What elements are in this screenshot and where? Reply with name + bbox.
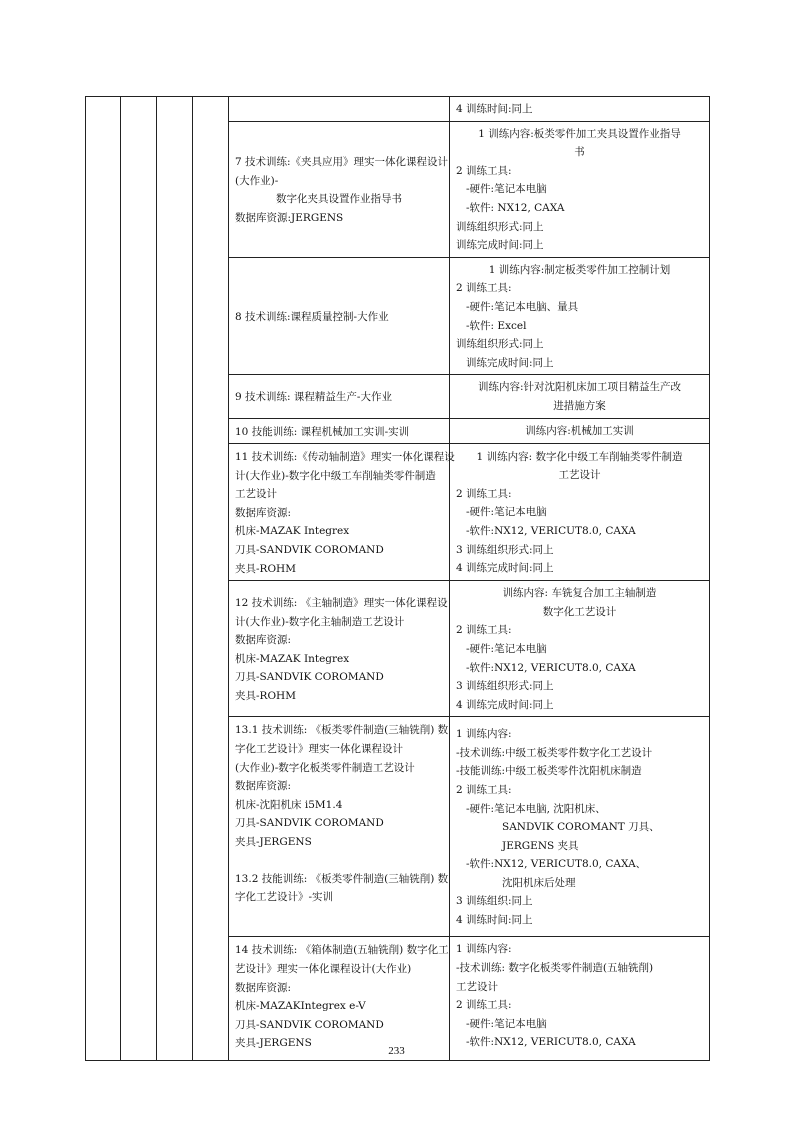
text-line: 数据库资源: xyxy=(235,780,292,793)
text-line: 4 训练完成时间:同上 xyxy=(456,562,554,575)
training-detail-cell xyxy=(450,121,710,257)
training-item-cell xyxy=(229,444,455,581)
text-line: 夹具-JERGENS xyxy=(235,835,312,848)
training-detail-cell xyxy=(450,581,710,717)
text-line: 机床-MAZAK Integrex xyxy=(235,525,350,538)
text-line: 计(大作业)-数字化主轴制造工艺设计 xyxy=(235,615,405,628)
training-item-cell xyxy=(229,121,450,257)
text-line: 10 技能训练: 课程机械加工实训-实训 xyxy=(235,425,410,438)
text-line: 2 训练工具: xyxy=(456,164,512,177)
training-item-cell xyxy=(229,375,450,418)
text-line: 刀具-SANDVIK COROMAND xyxy=(235,544,384,557)
text-line: 训练完成时间:同上 xyxy=(466,356,554,369)
text-line: -软件:NX12, VERICUT8.0, CAXA xyxy=(466,1036,636,1049)
text-line: 数字化工艺设计 xyxy=(542,605,617,618)
text-line: 1 训练内容: 数字化中级工车削轴类零件制造 xyxy=(476,450,683,463)
text-line xyxy=(235,852,443,870)
text-line: -硬件:笔记本电脑 xyxy=(466,506,547,519)
text-line: -软件:NX12, VERICUT8.0, CAXA、 xyxy=(466,858,647,871)
text-line: 14 技术训练: 《箱体制造(五轴铣削) 数字化工 xyxy=(235,944,449,957)
text-line: (大作业)- xyxy=(235,174,279,187)
text-line: -硬件:笔记本电脑 xyxy=(466,643,547,656)
text-line: 数据库资源:JERGENS xyxy=(235,211,344,224)
table-body xyxy=(86,97,710,1061)
text-line: 11 技术训练:《传动轴制造》理实一体化课程设 xyxy=(235,451,455,464)
training-item-cell xyxy=(229,581,450,717)
training-detail-cell xyxy=(450,717,710,937)
text-line: -硬件:笔记本电脑 xyxy=(466,183,547,196)
text-line: 训练组织形式:同上 xyxy=(456,220,544,233)
text-line: (大作业)-数字化板类零件制造工艺设计 xyxy=(235,761,415,774)
text-line: -软件:NX12, VERICUT8.0, CAXA xyxy=(466,661,636,674)
text-line: 训练完成时间:同上 xyxy=(456,239,544,252)
training-item-cell xyxy=(229,257,450,375)
text-line: 8 技术训练:课程质量控制-大作业 xyxy=(235,310,389,323)
text-line: 数据库资源: xyxy=(235,634,292,647)
text-line: 3 训练组织形式:同上 xyxy=(456,543,554,556)
training-item-cell xyxy=(229,717,450,937)
curriculum-table xyxy=(85,96,710,1061)
text-line: 2 训练工具: xyxy=(456,624,512,637)
text-line: -技术训练:中级工板类零件数字化工艺设计 xyxy=(456,746,653,759)
text-line: 训练内容:针对沈阳机床加工项目精益生产改 xyxy=(477,381,682,394)
text-line: 4 训练时间:同上 xyxy=(456,103,533,115)
text-line: 2 训练工具: xyxy=(456,487,512,500)
text-line: 计(大作业)-数字化中级工车削轴类零件制造 xyxy=(235,469,436,482)
text-line: 刀具-SANDVIK COROMAND xyxy=(235,817,384,830)
text-line: 训练组织形式:同上 xyxy=(456,338,544,351)
text-line: 3 训练组织:同上 xyxy=(456,895,533,908)
text-line: 2 训练工具: xyxy=(456,999,512,1012)
text-line: 数据库资源: xyxy=(235,981,292,994)
text-line: 刀具-SANDVIK COROMAND xyxy=(235,1018,384,1031)
text-line: 1 训练内容: xyxy=(456,943,512,956)
text-line: 1 训练内容: xyxy=(456,728,512,741)
text-line: 夹具-ROHM xyxy=(235,562,296,575)
text-line: 4 训练时间:同上 xyxy=(456,914,533,927)
text-line: -技术训练: 数字化板类零件制造(五轴铣削) xyxy=(456,962,654,974)
training-detail-cell xyxy=(450,937,710,1061)
training-detail-cell xyxy=(450,418,710,444)
text-line: 12 技术训练: 《主轴制造》理实一体化课程设 xyxy=(235,597,448,610)
training-detail-cell xyxy=(450,375,710,418)
text-line: 进措施方案 xyxy=(553,399,606,412)
text-line: -软件: Excel xyxy=(466,319,527,332)
text-line: 夹具-ROHM xyxy=(235,690,296,703)
text-line: 1 训练内容:制定板类零件加工控制计划 xyxy=(488,263,671,276)
blank-column-3 xyxy=(157,97,193,1061)
text-line: 书 xyxy=(574,146,585,159)
text-line: 9 技术训练: 课程精益生产-大作业 xyxy=(235,391,392,404)
text-line: 数据库资源: xyxy=(235,506,292,519)
text-line: 训练内容:机械加工实训 xyxy=(525,425,634,437)
blank-column-1 xyxy=(86,97,121,1061)
text-line: 13.1 技术训练: 《板类零件制造(三轴铣削) 数 xyxy=(235,724,449,737)
text-line: -技能训练:中级工板类零件沈阳机床制造 xyxy=(456,765,642,778)
table-row xyxy=(86,97,710,122)
text-line: 2 训练工具: xyxy=(456,783,512,796)
text-line: 3 训练组织形式:同上 xyxy=(456,680,554,693)
text-line: JERGENS 夹具 xyxy=(502,839,579,852)
blank-column-2 xyxy=(121,97,157,1061)
training-detail-cell xyxy=(450,257,710,375)
text-line: 机床-沈阳机床 i5M1.4 xyxy=(235,798,343,811)
text-line: 夹具-JERGENS xyxy=(235,1037,312,1050)
training-detail-cell xyxy=(450,97,710,122)
text-line: 1 训练内容:板类零件加工夹具设置作业指导 xyxy=(478,127,681,140)
text-line: -硬件:笔记本电脑 xyxy=(466,1017,547,1030)
training-item-cell xyxy=(229,418,450,444)
text-line: 字化工艺设计》-实训 xyxy=(235,891,334,904)
text-line: 艺设计》理实一体化课程设计(大作业) xyxy=(235,963,412,975)
text-line: 工艺设计 xyxy=(456,980,498,993)
text-line: 4 训练完成时间:同上 xyxy=(456,698,554,711)
text-line: 沈阳机床后处理 xyxy=(502,876,576,889)
text-line: 工艺设计 xyxy=(235,488,277,501)
text-line: -硬件:笔记本电脑, 沈阳机床、 xyxy=(466,802,606,815)
training-item-cell xyxy=(229,937,450,1061)
text-line: -软件:NX12, VERICUT8.0, CAXA xyxy=(466,524,636,537)
text-line: 13.2 技能训练: 《板类零件制造(三轴铣削) 数 xyxy=(235,872,449,885)
blank-column-4 xyxy=(193,97,229,1061)
text-line: 机床-MAZAKIntegrex e-V xyxy=(235,1000,366,1013)
page-number: 233 xyxy=(388,1045,405,1057)
training-detail-cell xyxy=(450,444,710,581)
text-line: -硬件:笔记本电脑、量具 xyxy=(466,300,579,313)
text-line: 机床-MAZAK Integrex xyxy=(235,652,350,665)
text-line: 工艺设计 xyxy=(558,469,601,482)
training-item-cell xyxy=(229,97,450,122)
text-line: SANDVIK COROMANT 刀具、 xyxy=(502,821,660,834)
text-line: -软件: NX12, CAXA xyxy=(466,201,565,214)
text-line: 2 训练工具: xyxy=(456,282,512,295)
text-line: 训练内容: 车铣复合加工主轴制造 xyxy=(502,587,657,600)
text-line: 数字化夹具设置作业指导书 xyxy=(276,193,402,206)
text-line: 7 技术训练:《夹具应用》理实一体化课程设计 xyxy=(235,155,449,168)
text-line: 刀具-SANDVIK COROMAND xyxy=(235,671,384,684)
text-line: 字化工艺设计》理实一体化课程设计 xyxy=(235,743,403,755)
